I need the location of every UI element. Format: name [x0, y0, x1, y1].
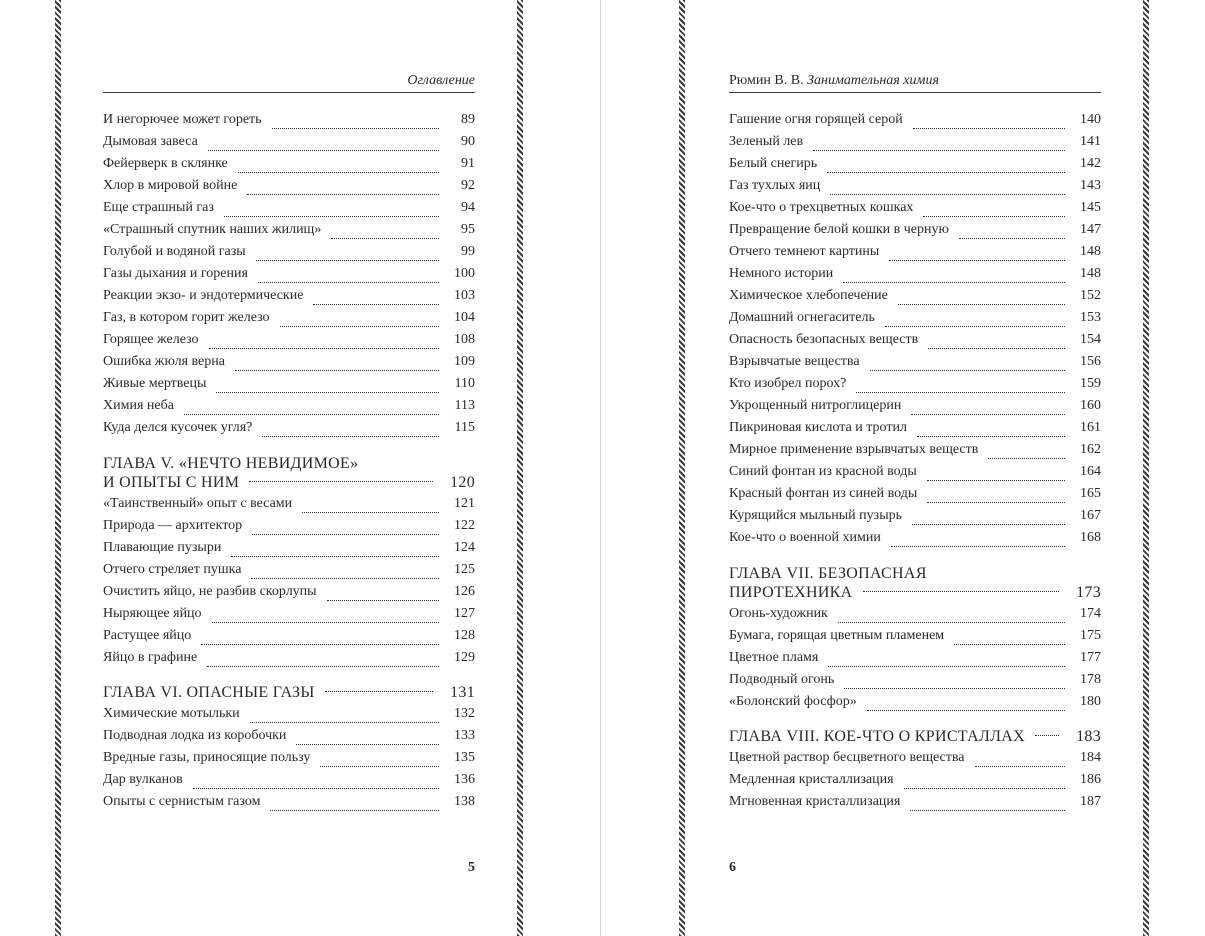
- leader-dots: [870, 369, 1065, 371]
- toc-entry: [729, 398, 1101, 420]
- toc-entry-page-number: 175: [1080, 628, 1101, 643]
- leader-dots: [827, 171, 1065, 173]
- toc-entry-title: «Страшный спутник наших жилищ»: [103, 222, 322, 237]
- leader-dots: [212, 621, 439, 623]
- toc-entry: [729, 508, 1101, 530]
- toc-entry-page-number: 135: [454, 750, 475, 765]
- chapter-title: ГЛАВА VI. ОПАСНЫЕ ГАЗЫ: [103, 684, 315, 701]
- leader-dots: [184, 413, 439, 415]
- spread-gutter: [600, 0, 601, 936]
- toc-entry-title: Хлор в мировой войне: [103, 178, 238, 193]
- toc-entry-page-number: 129: [454, 650, 475, 665]
- toc-entry: [729, 772, 1101, 794]
- toc-entry-title: Очистить яйцо, не разбив скорлупы: [103, 584, 317, 599]
- chapter-spacer: [103, 442, 475, 454]
- leader-dots: [250, 721, 439, 723]
- leader-dots: [928, 347, 1065, 349]
- left-page-inner-border: [517, 0, 523, 936]
- leader-dots: [247, 193, 439, 195]
- leader-dots: [256, 259, 439, 261]
- leader-dots: [238, 171, 439, 173]
- toc-entry-title: Опыты с сернистым газом: [103, 794, 261, 809]
- chapter-page-number: 120: [450, 474, 475, 491]
- toc-entry-title: Цветной раствор бесцветного вещества: [729, 750, 965, 765]
- toc-entry: [729, 222, 1101, 244]
- leader-dots: [249, 481, 433, 482]
- right-page-outer-border: [1143, 0, 1149, 936]
- toc-entry-title: Растущее яйцо: [103, 628, 192, 643]
- toc-entry-page-number: 154: [1080, 332, 1101, 347]
- toc-entry-title: Кое-что о трехцветных кошках: [729, 200, 914, 215]
- toc-entry: [103, 794, 475, 816]
- chapter-page-number: 183: [1076, 728, 1101, 745]
- toc-entry: [103, 518, 475, 540]
- toc-entry-page-number: 110: [454, 376, 475, 391]
- toc-entry-title: Подводная лодка из коробочки: [103, 728, 287, 743]
- toc-entry-page-number: 127: [454, 606, 475, 621]
- toc-entry: [103, 562, 475, 584]
- toc-entry-page-number: 141: [1080, 134, 1101, 149]
- toc-entry-page-number: 138: [454, 794, 475, 809]
- toc-entry: [103, 706, 475, 728]
- toc-entry: [729, 530, 1101, 552]
- toc-entry: [103, 178, 475, 200]
- leader-dots: [923, 215, 1065, 217]
- toc-entry-title: Взрывчатые вещества: [729, 354, 860, 369]
- leader-dots: [320, 765, 439, 767]
- toc-entry-page-number: 140: [1080, 112, 1101, 127]
- toc-entry-page-number: 92: [461, 178, 475, 193]
- toc-entry: [729, 134, 1101, 156]
- toc-entry: [729, 672, 1101, 694]
- toc-entry-title: Химия неба: [103, 398, 174, 413]
- toc-entry: [103, 750, 475, 772]
- toc-entry-page-number: 121: [454, 496, 475, 511]
- toc-entry-page-number: 145: [1080, 200, 1101, 215]
- leader-dots: [891, 545, 1065, 547]
- toc-entry-page-number: 167: [1080, 508, 1101, 523]
- leader-dots: [863, 591, 1060, 592]
- toc-entry: [103, 420, 475, 442]
- right-page-inner-border: [679, 0, 685, 936]
- toc-entry-page-number: 165: [1080, 486, 1101, 501]
- toc-entry-page-number: 142: [1080, 156, 1101, 171]
- toc-entry-page-number: 147: [1080, 222, 1101, 237]
- leader-dots: [280, 325, 439, 327]
- left-page-outer-border: [55, 0, 61, 936]
- toc-entry: [103, 354, 475, 376]
- toc-entry-page-number: 184: [1080, 750, 1101, 765]
- right-toc: [729, 112, 1101, 816]
- toc-entry: [103, 332, 475, 354]
- leader-dots: [813, 149, 1065, 151]
- toc-entry-title: Газы дыхания и горения: [103, 266, 248, 281]
- chapter-title: ПИРОТЕХНИКА: [729, 584, 853, 601]
- toc-entry-title: Вредные газы, приносящие пользу: [103, 750, 311, 765]
- toc-entry: [103, 134, 475, 156]
- chapter-spacer: [729, 552, 1101, 564]
- leader-dots: [838, 621, 1065, 623]
- toc-entry-title: Дымовая завеса: [103, 134, 198, 149]
- toc-entry: [103, 222, 475, 244]
- toc-entry-title: Красный фонтан из синей воды: [729, 486, 918, 501]
- toc-entry-title: Живые мертвецы: [103, 376, 207, 391]
- toc-entry: [103, 156, 475, 178]
- toc-entry-title: Превращение белой кошки в черную: [729, 222, 949, 237]
- leader-dots: [1035, 735, 1059, 736]
- toc-entry-page-number: 136: [454, 772, 475, 787]
- toc-entry-title: Домашний огнегаситель: [729, 310, 875, 325]
- chapter-heading: [103, 454, 475, 496]
- leader-dots: [231, 555, 439, 557]
- toc-entry-title: Газ, в котором горит железо: [103, 310, 270, 325]
- toc-entry-title: Опасность безопасных веществ: [729, 332, 919, 347]
- toc-entry-page-number: 178: [1080, 672, 1101, 687]
- leader-dots: [917, 435, 1065, 437]
- toc-entry-page-number: 94: [461, 200, 475, 215]
- toc-entry-page-number: 124: [454, 540, 475, 555]
- toc-entry-page-number: 177: [1080, 650, 1101, 665]
- toc-entry: [729, 464, 1101, 486]
- toc-entry-title: Ныряющее яйцо: [103, 606, 202, 621]
- toc-entry-title: Ошибка жюля верна: [103, 354, 225, 369]
- leader-dots: [270, 809, 439, 811]
- toc-entry-title: Газ тухлых яиц: [729, 178, 821, 193]
- toc-entry: [729, 420, 1101, 442]
- toc-entry-title: Пикриновая кислота и тротил: [729, 420, 907, 435]
- toc-entry: [103, 376, 475, 398]
- toc-entry: [103, 496, 475, 518]
- leader-dots: [844, 687, 1065, 689]
- toc-entry: [103, 584, 475, 606]
- toc-entry-title: Укрощенный нитроглицерин: [729, 398, 902, 413]
- toc-entry-page-number: 180: [1080, 694, 1101, 709]
- leader-dots: [911, 413, 1065, 415]
- toc-entry-page-number: 89: [461, 112, 475, 127]
- leader-dots: [843, 281, 1065, 283]
- toc-entry-title: Отчего темнеют картины: [729, 244, 880, 259]
- toc-entry-title: Химическое хлебопечение: [729, 288, 888, 303]
- toc-entry-page-number: 91: [461, 156, 475, 171]
- toc-entry-page-number: 174: [1080, 606, 1101, 621]
- chapter-heading-row: [729, 584, 1101, 606]
- chapter-title: ГЛАВА VIII. КОЕ-ЧТО О КРИСТАЛЛАХ: [729, 728, 1025, 745]
- toc-entry: [103, 628, 475, 650]
- leader-dots: [828, 665, 1065, 667]
- leader-dots: [867, 709, 1065, 711]
- leader-dots: [302, 511, 439, 513]
- toc-entry-title: Белый снегирь: [729, 156, 818, 171]
- right-folio: 6: [729, 860, 736, 875]
- leader-dots: [910, 809, 1065, 811]
- toc-entry-page-number: 132: [454, 706, 475, 721]
- toc-entry-page-number: 160: [1080, 398, 1101, 413]
- toc-entry: [103, 310, 475, 332]
- toc-entry-page-number: 90: [461, 134, 475, 149]
- toc-entry: [729, 354, 1101, 376]
- leader-dots: [913, 127, 1065, 129]
- toc-entry: [729, 694, 1101, 716]
- leader-dots: [927, 501, 1065, 503]
- toc-entry-title: Куда делся кусочек угля?: [103, 420, 253, 435]
- chapter-heading-line1: ГЛАВА VII. БЕЗОПАСНАЯ: [729, 565, 927, 582]
- running-head-book-title: Занимательная химия: [807, 73, 939, 88]
- toc-entry-title: Природа — архитектор: [103, 518, 243, 533]
- toc-entry-page-number: 133: [454, 728, 475, 743]
- toc-entry: [103, 398, 475, 420]
- leader-dots: [325, 691, 433, 692]
- chapter-spacer: [103, 672, 475, 684]
- toc-entry-title: «Таинственный» опыт с весами: [103, 496, 293, 511]
- toc-entry-page-number: 159: [1080, 376, 1101, 391]
- toc-entry: [103, 112, 475, 134]
- toc-entry-title: Фейерверк в склянке: [103, 156, 228, 171]
- toc-entry-title: Мгновенная кристаллизация: [729, 794, 901, 809]
- chapter-heading: [103, 684, 475, 706]
- toc-entry: [729, 112, 1101, 134]
- toc-entry: [729, 442, 1101, 464]
- toc-entry: [729, 794, 1101, 816]
- toc-entry-page-number: 148: [1080, 244, 1101, 259]
- toc-entry: [103, 288, 475, 310]
- toc-entry-title: Горящее железо: [103, 332, 199, 347]
- toc-entry: [729, 288, 1101, 310]
- toc-entry: [729, 606, 1101, 628]
- leader-dots: [856, 391, 1065, 393]
- toc-entry-page-number: 104: [454, 310, 475, 325]
- leader-dots: [258, 281, 439, 283]
- leader-dots: [209, 347, 439, 349]
- toc-entry-title: Курящийся мыльный пузырь: [729, 508, 902, 523]
- toc-entry-title: Медленная кристаллизация: [729, 772, 894, 787]
- toc-entry: [103, 728, 475, 750]
- leader-dots: [296, 743, 439, 745]
- leader-dots: [207, 665, 439, 667]
- toc-entry: [103, 650, 475, 672]
- toc-entry-title: Немного истории: [729, 266, 834, 281]
- leader-dots: [830, 193, 1065, 195]
- left-folio: 5: [468, 860, 475, 875]
- toc-entry: [103, 540, 475, 562]
- leader-dots: [251, 577, 439, 579]
- leader-dots: [331, 237, 439, 239]
- toc-entry-page-number: 153: [1080, 310, 1101, 325]
- toc-entry: [729, 650, 1101, 672]
- leader-dots: [927, 479, 1065, 481]
- leader-dots: [262, 435, 439, 437]
- toc-entry: [729, 156, 1101, 178]
- toc-entry-title: Реакции экзо- и эндотермические: [103, 288, 304, 303]
- toc-entry-title: Мирное применение взрывчатых веществ: [729, 442, 979, 457]
- toc-entry: [103, 266, 475, 288]
- toc-entry-title: Отчего стреляет пушка: [103, 562, 242, 577]
- toc-entry-page-number: 125: [454, 562, 475, 577]
- chapter-heading-row: [103, 474, 475, 496]
- toc-entry-page-number: 115: [454, 420, 475, 435]
- leader-dots: [988, 457, 1065, 459]
- toc-entry-title: «Болонский фосфор»: [729, 694, 857, 709]
- chapter-heading-line1: ГЛАВА V. «НЕЧТО НЕВИДИМОЕ»: [103, 455, 359, 472]
- toc-entry-page-number: 186: [1080, 772, 1101, 787]
- leader-dots: [224, 215, 439, 217]
- leader-dots: [885, 325, 1065, 327]
- leader-dots: [235, 369, 439, 371]
- left-running-head: Оглавление: [103, 72, 475, 93]
- leader-dots: [201, 643, 439, 645]
- toc-entry-page-number: 126: [454, 584, 475, 599]
- right-running-head: [729, 72, 1101, 93]
- leader-dots: [252, 533, 439, 535]
- left-page: [103, 0, 475, 936]
- toc-entry: [729, 486, 1101, 508]
- toc-entry-title: Кое-что о военной химии: [729, 530, 881, 545]
- toc-entry-title: Голубой и водяной газы: [103, 244, 246, 259]
- toc-entry-page-number: 99: [461, 244, 475, 259]
- leader-dots: [208, 149, 439, 151]
- toc-entry: [729, 200, 1101, 222]
- leader-dots: [898, 303, 1065, 305]
- leader-dots: [216, 391, 439, 393]
- toc-entry: [103, 606, 475, 628]
- toc-entry-page-number: 128: [454, 628, 475, 643]
- toc-entry-page-number: 103: [454, 288, 475, 303]
- toc-entry-page-number: 168: [1080, 530, 1101, 545]
- leader-dots: [912, 523, 1065, 525]
- toc-entry-page-number: 148: [1080, 266, 1101, 281]
- toc-entry-title: Химические мотыльки: [103, 706, 240, 721]
- toc-entry: [103, 200, 475, 222]
- toc-entry: [729, 628, 1101, 650]
- leader-dots: [889, 259, 1065, 261]
- running-head-author: Рюмин В. В.: [729, 73, 804, 88]
- toc-entry: [103, 772, 475, 794]
- toc-entry-page-number: 143: [1080, 178, 1101, 193]
- chapter-heading: [729, 728, 1101, 750]
- chapter-heading-row: [729, 728, 1101, 750]
- leader-dots: [954, 643, 1065, 645]
- toc-entry-title: Бумага, горящая цветным пламенем: [729, 628, 945, 643]
- chapter-title: И ОПЫТЫ С НИМ: [103, 474, 240, 491]
- leader-dots: [327, 599, 439, 601]
- chapter-spacer: [729, 716, 1101, 728]
- toc-entry-title: Кто изобрел порох?: [729, 376, 847, 391]
- toc-entry-title: Подводный огонь: [729, 672, 835, 687]
- toc-entry: [103, 244, 475, 266]
- leader-dots: [904, 787, 1065, 789]
- toc-entry-title: Яйцо в графине: [103, 650, 198, 665]
- toc-entry-title: Еще страшный газ: [103, 200, 214, 215]
- toc-entry-page-number: 109: [454, 354, 475, 369]
- toc-entry: [729, 332, 1101, 354]
- toc-entry-title: Огонь-художник: [729, 606, 828, 621]
- toc-entry-page-number: 100: [454, 266, 475, 281]
- toc-entry-title: Дар вулканов: [103, 772, 183, 787]
- toc-entry-page-number: 164: [1080, 464, 1101, 479]
- toc-entry-title: И негорючее может гореть: [103, 112, 262, 127]
- toc-entry-title: Цветное пламя: [729, 650, 819, 665]
- leader-dots: [313, 303, 439, 305]
- toc-entry: [729, 310, 1101, 332]
- toc-entry-title: Зеленый лев: [729, 134, 804, 149]
- toc-entry-page-number: 122: [454, 518, 475, 533]
- toc-entry-page-number: 95: [461, 222, 475, 237]
- toc-entry-page-number: 161: [1080, 420, 1101, 435]
- toc-entry: [729, 244, 1101, 266]
- toc-entry-page-number: 187: [1080, 794, 1101, 809]
- toc-entry: [729, 178, 1101, 200]
- toc-entry-page-number: 108: [454, 332, 475, 347]
- leader-dots: [193, 787, 439, 789]
- chapter-heading-row: [103, 684, 475, 706]
- toc-entry-page-number: 156: [1080, 354, 1101, 369]
- toc-entry-page-number: 113: [454, 398, 475, 413]
- toc-entry: [729, 376, 1101, 398]
- leader-dots: [959, 237, 1065, 239]
- chapter-heading: [729, 564, 1101, 606]
- right-page: [729, 0, 1101, 936]
- chapter-page-number: 173: [1076, 584, 1101, 601]
- chapter-page-number: 131: [450, 684, 475, 701]
- toc-entry-page-number: 162: [1080, 442, 1101, 457]
- leader-dots: [272, 127, 439, 129]
- toc-entry-title: Плавающие пузыри: [103, 540, 222, 555]
- toc-entry: [729, 266, 1101, 288]
- toc-entry-title: Гашение огня горящей серой: [729, 112, 903, 127]
- toc-entry: [729, 750, 1101, 772]
- leader-dots: [975, 765, 1065, 767]
- left-toc: [103, 112, 475, 816]
- toc-entry-title: Синий фонтан из красной воды: [729, 464, 917, 479]
- toc-entry-page-number: 152: [1080, 288, 1101, 303]
